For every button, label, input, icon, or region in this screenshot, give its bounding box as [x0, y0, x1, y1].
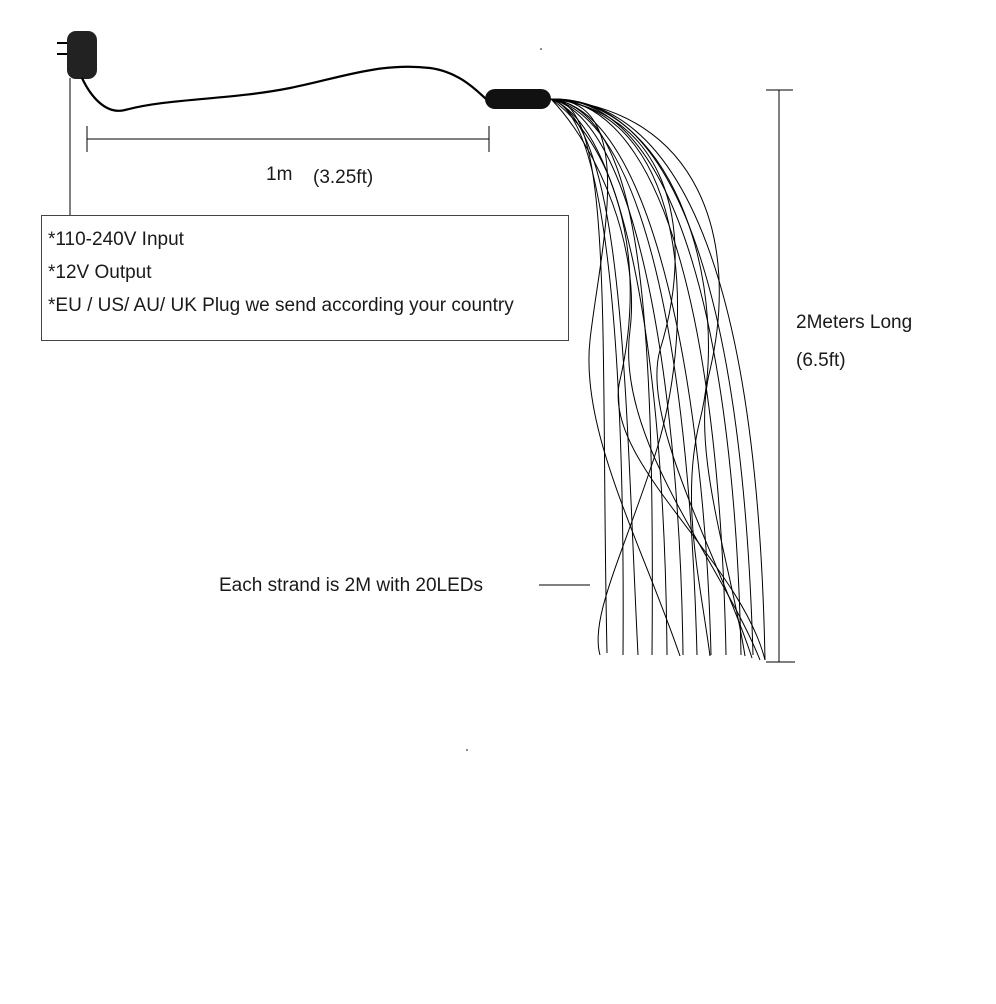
strand	[551, 99, 623, 655]
strand	[551, 99, 607, 653]
spec-input: *110-240V Input	[48, 229, 184, 250]
specs-box	[41, 215, 569, 341]
controller-box-icon	[485, 89, 551, 109]
plug-adapter-icon	[57, 31, 97, 79]
cable-length-ft-label: (3.25ft)	[313, 167, 374, 188]
height-ft-label: (6.5ft)	[796, 350, 846, 371]
cable-length-label: 1m	[266, 164, 293, 185]
spec-plug: *EU / US/ AU/ UK Plug we send according your country	[48, 295, 514, 316]
strand	[551, 99, 741, 655]
strand	[551, 99, 765, 660]
strand	[551, 99, 711, 655]
strand	[551, 99, 652, 655]
cable-dimension-bar	[87, 126, 489, 152]
height-dimension-bar	[766, 90, 795, 662]
spec-output: *12V Output	[48, 262, 152, 283]
led-strands	[551, 99, 765, 660]
power-cable	[82, 67, 486, 111]
strand	[551, 99, 726, 655]
strand	[551, 99, 677, 655]
strand	[551, 99, 683, 655]
strand-label: Each strand is 2M with 20LEDs	[219, 575, 484, 596]
height-label: 2Meters Long	[796, 312, 913, 333]
strand	[551, 99, 765, 660]
strand	[551, 99, 667, 655]
